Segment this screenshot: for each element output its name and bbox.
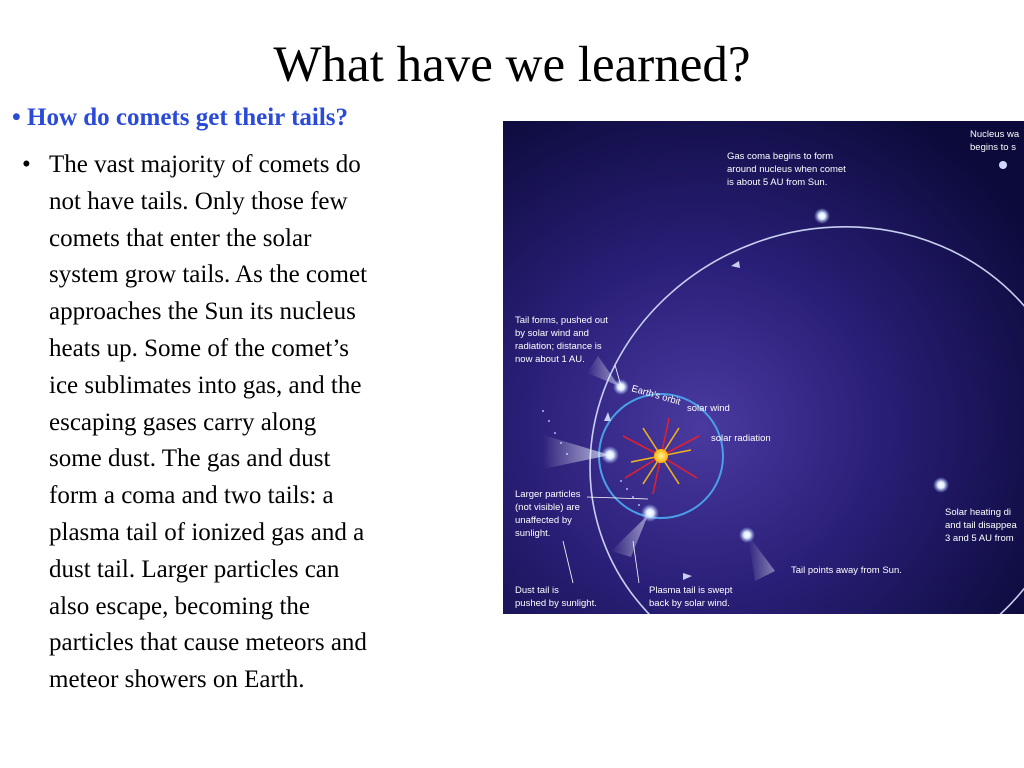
comet-orbit-diagram	[503, 121, 1024, 614]
bullet-body	[49, 147, 490, 699]
bullet-line: ice sublimates into gas, and the	[49, 371, 362, 399]
bullet-line: approaches the Sun its nucleus	[49, 298, 356, 326]
bullet-line: comets that enter the solar	[49, 224, 312, 252]
slide-title: What have we learned?	[273, 37, 751, 93]
solar-heating-label: Solar heating di and tail disappea 3 and 5 AU from	[945, 507, 1017, 544]
comet-coma	[739, 527, 755, 543]
nucleus-label: Nucleus wa begins to s	[970, 129, 1020, 153]
solar-wind-label: solar wind	[687, 403, 730, 414]
bullet-line: meteor showers on Earth.	[49, 666, 305, 694]
sun	[654, 449, 668, 463]
subheading: • How do comets get their tails?	[12, 104, 349, 131]
comet-coma	[613, 379, 629, 395]
bullet-line: particles that cause meteors and	[49, 629, 367, 657]
comet-nucleus	[999, 161, 1007, 169]
tail-forms-label: Tail forms, pushed out by solar wind and radiation; distance is now about 1 AU.	[515, 315, 608, 365]
earths-orbit-label: Earth's orbit	[630, 383, 682, 408]
tail-points-label: Tail points away from Sun.	[791, 565, 902, 576]
bullet-line: dust tail. Larger particles can	[49, 555, 340, 583]
comet-coma	[641, 504, 659, 522]
comet-coma	[933, 477, 949, 493]
comet-coma	[814, 208, 830, 224]
bullet-line: The vast majority of comets do	[49, 151, 361, 178]
bullet-line: system grow tails. As the comet	[49, 261, 368, 289]
bullet-line: some dust. The gas and dust	[49, 445, 331, 473]
larger-particles-label: Larger particles (not visible) are unaffected by sunlight.	[515, 489, 581, 539]
bullet-line: not have tails. Only those few	[49, 187, 348, 215]
plasma-tail-label: Plasma tail is swept back by solar wind.	[649, 585, 733, 609]
comet-coma	[601, 446, 619, 464]
dust-tail-label: Dust tail is pushed by sunlight.	[515, 585, 597, 609]
bullet-line: escaping gases carry along	[49, 408, 317, 436]
gas-coma-label: Gas coma begins to form around nucleus when comet is about 5 AU from Sun.	[727, 151, 846, 188]
bullet-line: form a coma and two tails: a	[49, 482, 334, 510]
bullet-marker: •	[22, 151, 31, 178]
bullet-paragraph	[22, 147, 490, 699]
bullet-line: also escape, becoming the	[49, 592, 311, 620]
bullet-line: heats up. Some of the comet’s	[49, 334, 349, 362]
solar-radiation-label: solar radiation	[711, 433, 771, 444]
bullet-line: plasma tail of ionized gas and a	[49, 518, 365, 546]
